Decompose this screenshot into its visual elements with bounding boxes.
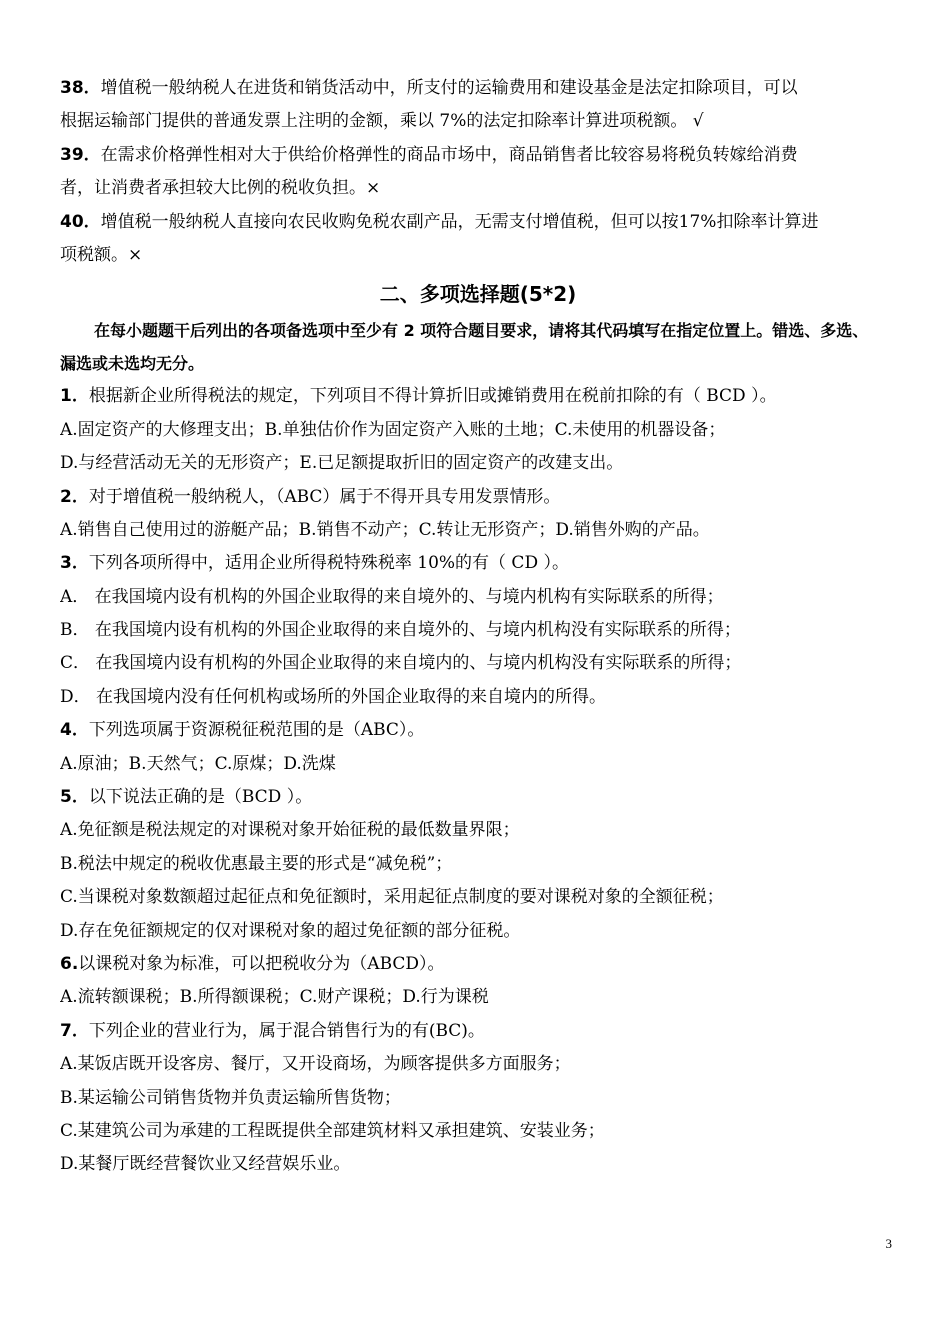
question-number: 4．: [60, 720, 89, 741]
question-stem: 下列选项属于资源税征税范围的是（ABC）。: [88, 720, 425, 741]
question-6: [60, 948, 896, 1015]
question-5: [60, 781, 896, 948]
item-text: 增值税一般纳税人直接向农民收购免税农副产品，无需支付增值税，但可以按17%扣除率计算进: [100, 211, 819, 232]
question-option: C.某建筑公司为承建的工程既提供全部建筑材料又承担建筑、安装业务；: [60, 1120, 605, 1141]
question-number: 1．: [60, 386, 89, 407]
question-2: [60, 481, 896, 548]
question-option: D.存在免征额规定的仅对课税对象的超过免征额的部分征税。: [60, 920, 521, 941]
question-option: D.与经营活动无关的无形资产；E.已足额提取折旧的固定资产的改建支出。: [60, 453, 624, 474]
question-option: A.原油；B.天然气；C.原煤；D.洗煤: [60, 753, 336, 774]
question-number: 6.: [60, 953, 79, 974]
question-number: 5．: [60, 787, 89, 808]
question-option: A.销售自己使用过的游艇产品；B.销售不动产；C.转让无形资产；D.销售外购的产品。: [60, 519, 710, 540]
section-title: 二、多项选择题(5*2): [379, 282, 577, 307]
section-instruction-cont: 漏选或未选均无分。: [60, 354, 205, 374]
question-number: 7．: [60, 1020, 89, 1041]
judgement-item-40: [60, 206, 896, 273]
item-number: 38．: [60, 78, 101, 98]
question-stem: 以下说法正确的是（BCD ）。: [88, 787, 313, 808]
item-number: 40．: [60, 211, 101, 232]
question-3: [60, 547, 896, 714]
question-number: 3．: [60, 553, 89, 574]
judgement-item-39: [60, 139, 896, 206]
question-number: 2．: [60, 486, 89, 507]
question-option: B.税法中规定的税收优惠最主要的形式是“减免税”；: [60, 853, 453, 874]
question-stem: 下列企业的营业行为，属于混合销售行为的有(BC)。: [88, 1020, 485, 1041]
question-7: [60, 1015, 896, 1182]
item-number: 39．: [60, 144, 101, 165]
document-body: [60, 72, 896, 1182]
section-instruction: 在每小题题干后列出的各项备选项中至少有 2 项符合题目要求，请将其代码填写在指定位置上。错选、多选、: [94, 321, 869, 341]
question-stem: 根据新企业所得税法的规定，下列项目不得计算折旧或摊销费用在税前扣除的有（ BCD ）。: [88, 386, 777, 407]
question-stem: 对于增值税一般纳税人，（ABC）属于不得开具专用发票情形。: [88, 486, 561, 507]
question-option: D． 在我国境内没有任何机构或场所的外国企业取得的来自境内的所得。: [60, 686, 607, 707]
item-text: 根据运输部门提供的普通发票上注明的金额，乘以 7%的法定扣除率计算进项税额。 √: [60, 111, 704, 132]
question-option: D.某餐厅既经营餐饮业又经营娱乐业。: [60, 1154, 351, 1175]
item-text: 增值税一般纳税人在进货和销货活动中，所支付的运输费用和建设基金是法定扣除项目，可以: [100, 78, 798, 98]
question-4: [60, 714, 896, 781]
item-text: 项税额。×: [60, 244, 143, 265]
item-text: 在需求价格弹性相对大于供给价格弹性的商品市场中，商品销售者比较容易将税负转嫁给消费: [100, 144, 798, 165]
question-option: A.固定资产的大修理支出；B.单独估价作为固定资产入账的土地；C.未使用的机器设备；: [60, 419, 726, 440]
question-option: A.免征额是税法规定的对课税对象开始征税的最低数量界限；: [60, 820, 520, 841]
question-stem: 下列各项所得中，适用企业所得税特殊税率 10%的有（ CD ）。: [88, 553, 569, 574]
question-option: A.流转额课税；B.所得额课税；C.财产课税；D.行为课税: [60, 987, 489, 1008]
question-option: C． 在我国境内设有机构的外国企业取得的来自境内的、与境内机构没有实际联系的所得；: [60, 653, 742, 674]
question-1: [60, 380, 896, 480]
judgement-item-38: [60, 72, 896, 139]
page-number: 3: [885, 1236, 892, 1251]
question-option: B.某运输公司销售货物并负责运输所售货物；: [60, 1087, 401, 1108]
question-option: C.当课税对象数额超过起征点和免征额时，采用起征点制度的要对课税对象的全额征税；: [60, 887, 724, 908]
question-option: A． 在我国境内设有机构的外国企业取得的来自境外的、与境内机构有实际联系的所得；: [60, 586, 724, 607]
item-text: 者，让消费者承担较大比例的税收负担。×: [60, 178, 381, 199]
question-stem: 以课税对象为标准，可以把税收分为（ABCD）。: [78, 953, 445, 974]
question-option: A.某饭店既开设客房、餐厅，又开设商场，为顾客提供多方面服务；: [60, 1054, 571, 1075]
question-option: B． 在我国境内设有机构的外国企业取得的来自境外的、与境内机构没有实际联系的所得；: [60, 620, 741, 641]
